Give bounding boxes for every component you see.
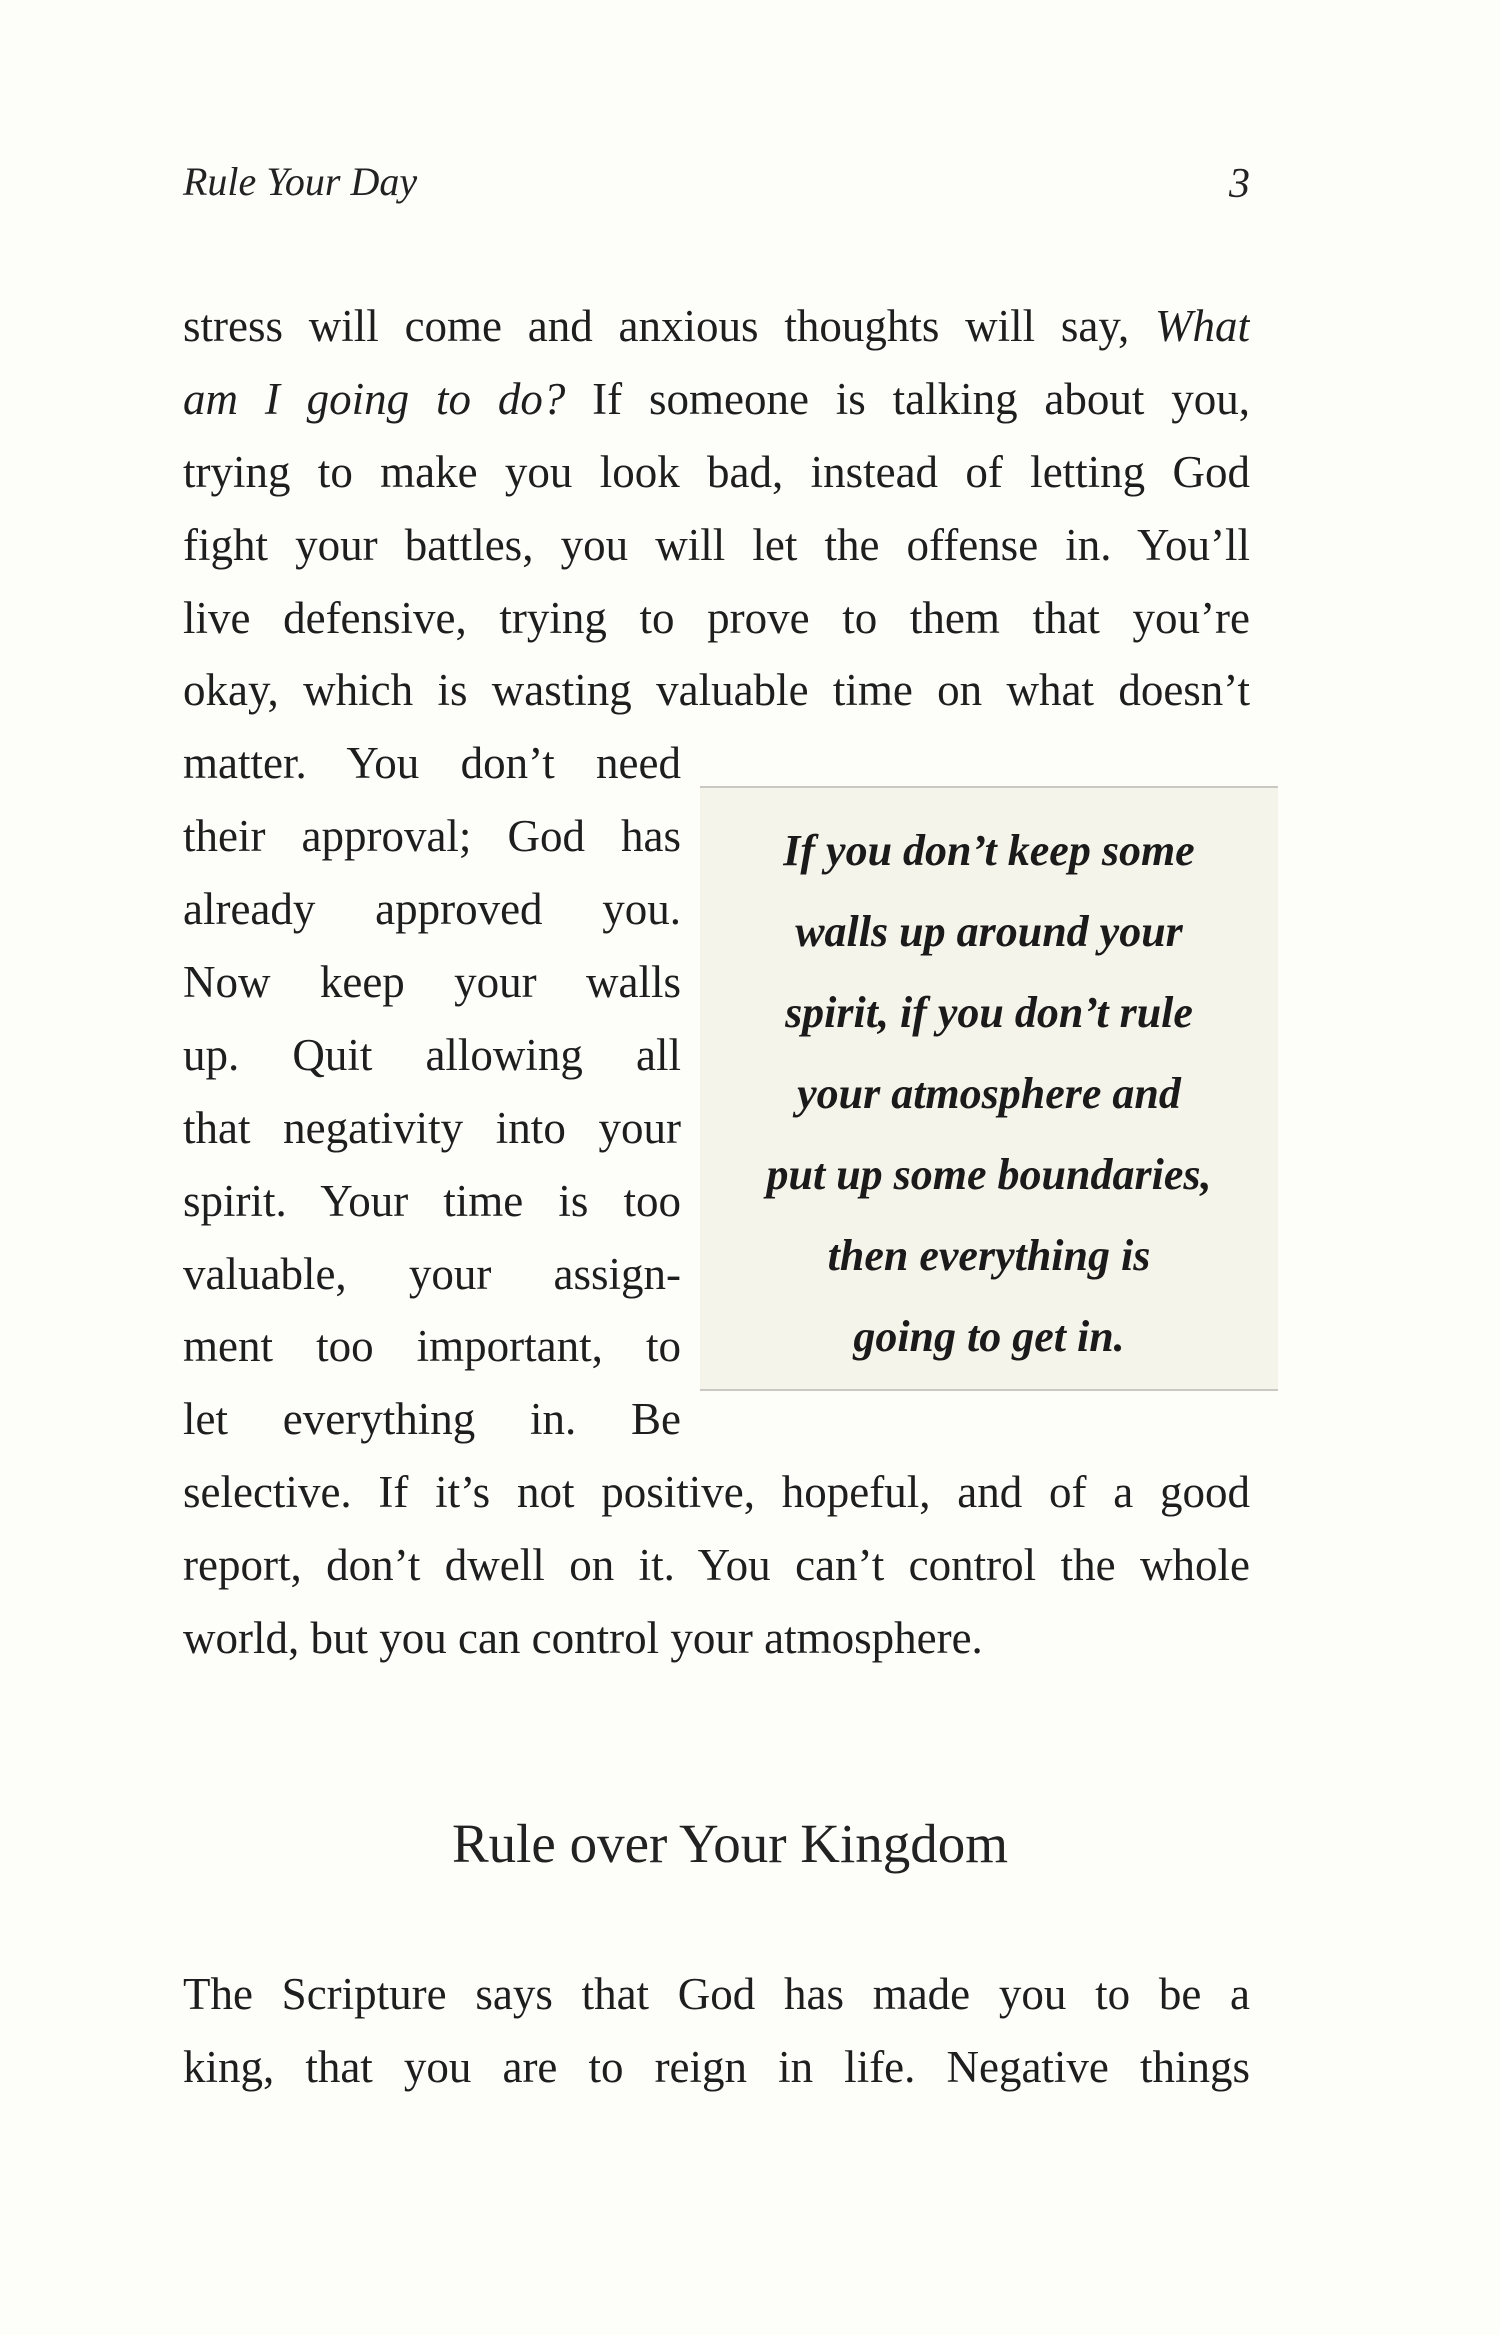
text-line: ment too important, to (183, 1321, 681, 1372)
text-line: Now keep your walls (183, 957, 681, 1008)
text-line: their approval; God has (183, 811, 681, 862)
paragraph-2 (183, 1958, 1250, 2104)
text-line: spirit. Your time is too (183, 1175, 681, 1226)
text-line: let everything in. Be (183, 1394, 681, 1445)
section-heading: Rule over Your Kingdom (451, 1813, 1009, 1874)
text-line: that negativity into your (183, 1102, 681, 1153)
pull-quote-line: put up some boundaries, (766, 1150, 1212, 1199)
pull-quote-line: your atmosphere and (797, 1069, 1181, 1118)
italic-phrase: What (1155, 301, 1250, 351)
text-line: report, don’t dwell on it. You can’t control the whole (183, 1540, 1250, 1591)
text-line: The Scripture says that God has made you to be a (183, 1969, 1250, 2019)
pull-quote-line: spirit, if you don’t rule (785, 988, 1193, 1037)
pull-quote-line: then everything is (827, 1231, 1151, 1280)
text-line: trying to make you look bad, instead of letting God (183, 446, 1250, 497)
text-line: fight your battles, you will let the offense in. You’ll (183, 519, 1250, 570)
pull-quote-line: walls up around your (795, 907, 1183, 956)
text-line: valuable, your assign- (183, 1248, 681, 1299)
running-head-title: Rule Your Day (183, 159, 418, 204)
page-number: 3 (1229, 161, 1250, 207)
text-line: up. Quit allowing all (183, 1029, 681, 1080)
text-line: stress will come and anxious thoughts will say, What (183, 301, 1250, 351)
text-line: selective. If it’s not positive, hopeful, and of a good (183, 1467, 1250, 1518)
text-line: king, that you are to reign in life. Negative things (183, 2041, 1250, 2092)
text-line: am I going to do? If someone is talking about you, (183, 373, 1250, 424)
pull-quote-box (700, 786, 1278, 1391)
text-line: matter. You don’t need (183, 738, 681, 789)
pull-quote-line: If you don’t keep some (783, 826, 1195, 875)
text-line: already approved you. (183, 884, 681, 935)
text-line: world, but you can control your atmosphere. (183, 1613, 983, 1664)
italic-phrase: am I going to do? (183, 373, 566, 424)
pull-quote-line: going to get in. (853, 1312, 1125, 1361)
text-line: live defensive, trying to prove to them that you’re (183, 592, 1250, 643)
text-line: okay, which is wasting valuable time on what doesn’t (183, 665, 1250, 716)
